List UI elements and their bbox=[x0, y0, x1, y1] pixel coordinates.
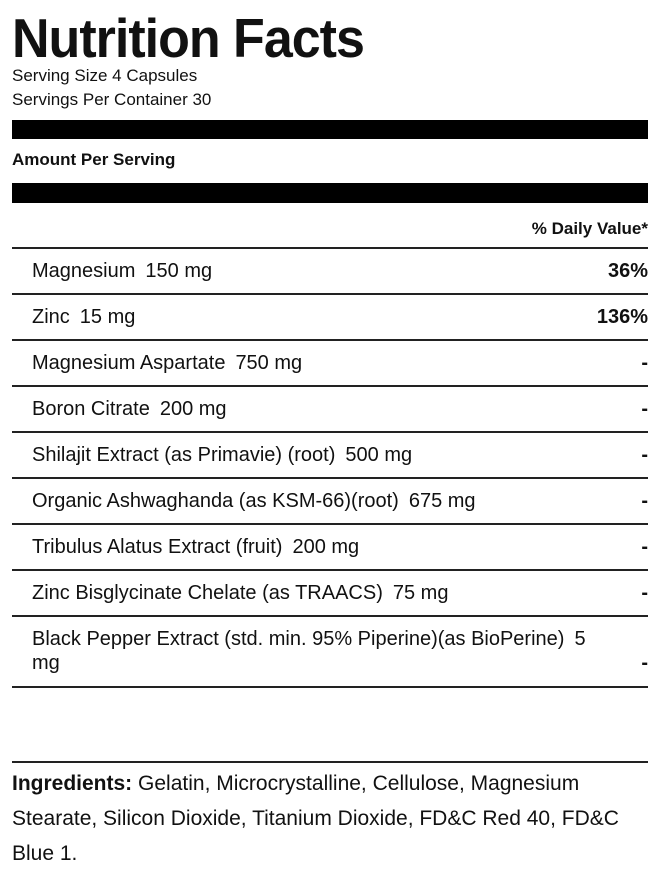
nutrient-daily-value: - bbox=[641, 352, 648, 374]
nutrient-amount: 500 mg bbox=[345, 444, 413, 466]
daily-value-header: % Daily Value* bbox=[12, 203, 648, 249]
ingredients-text: Gelatin, Microcrystalline, Cellulose, Magnesium Stearate, Silicon Dioxide, Titanium Dioxide, FD&C Red 40, FD&C Blue 1. bbox=[12, 772, 619, 865]
amount-per-serving: Amount Per Serving bbox=[12, 150, 176, 169]
nutrient-row bbox=[12, 479, 648, 525]
nutrition-facts-panel bbox=[12, 0, 648, 871]
serving-size: Serving Size 4 Capsules bbox=[12, 66, 198, 85]
nutrient-name: Zinc bbox=[32, 306, 70, 328]
nutrient-daily-value: - bbox=[641, 398, 648, 420]
nutrient-amount: 200 mg bbox=[159, 398, 227, 420]
thick-divider bbox=[12, 183, 648, 203]
nutrient-amount: 675 mg bbox=[408, 490, 476, 512]
nutrient-daily-value: 36% bbox=[607, 260, 648, 282]
nutrient-amount: 5 mg bbox=[32, 628, 586, 674]
nutrient-row bbox=[12, 571, 648, 617]
nutrient-name: Magnesium bbox=[32, 260, 136, 282]
nutrient-name: Tribulus Alatus Extract (fruit) bbox=[32, 536, 283, 558]
nutrient-daily-value: - bbox=[641, 444, 648, 466]
nutrient-row bbox=[12, 525, 648, 571]
nutrient-daily-value: - bbox=[641, 652, 648, 674]
nutrient-row bbox=[12, 387, 648, 433]
nutrient-daily-value: - bbox=[641, 536, 648, 558]
nutrient-row bbox=[12, 433, 648, 479]
nutrient-name: Boron Citrate bbox=[32, 398, 150, 420]
serving-info bbox=[12, 64, 648, 112]
nutrient-amount: 750 mg bbox=[235, 352, 303, 374]
nutrient-row bbox=[12, 341, 648, 387]
nutrient-name: Black Pepper Extract (std. min. 95% Piperine)(as BioPerine) bbox=[32, 628, 565, 650]
ingredients-label: Ingredients: bbox=[12, 772, 133, 795]
nutrient-daily-value: - bbox=[641, 582, 648, 604]
nutrient-amount: 15 mg bbox=[79, 306, 136, 328]
nutrient-daily-value: 136% bbox=[596, 306, 648, 328]
ingredients-statement bbox=[12, 766, 648, 871]
nutrient-name: Organic Ashwaghanda (as KSM-66)(root) bbox=[32, 490, 399, 512]
nutrient-name: Zinc Bisglycinate Chelate (as TRAACS) bbox=[32, 582, 383, 604]
nutrient-daily-value: - bbox=[641, 490, 648, 512]
nutrient-name: Shilajit Extract (as Primavie) (root) bbox=[32, 444, 336, 466]
nutrient-row bbox=[12, 617, 648, 688]
nutrient-row bbox=[12, 295, 648, 341]
nutrient-name: Magnesium Aspartate bbox=[32, 352, 226, 374]
servings-per-container: Servings Per Container 30 bbox=[12, 90, 212, 109]
nutrient-amount: 200 mg bbox=[292, 536, 360, 558]
section-divider bbox=[12, 688, 648, 763]
nutrient-amount: 150 mg bbox=[145, 260, 213, 282]
thick-divider bbox=[12, 120, 648, 139]
nutrition-facts-title: Nutrition Facts bbox=[12, 8, 364, 70]
nutrient-amount: 75 mg bbox=[392, 582, 449, 604]
nutrient-row bbox=[12, 249, 648, 295]
